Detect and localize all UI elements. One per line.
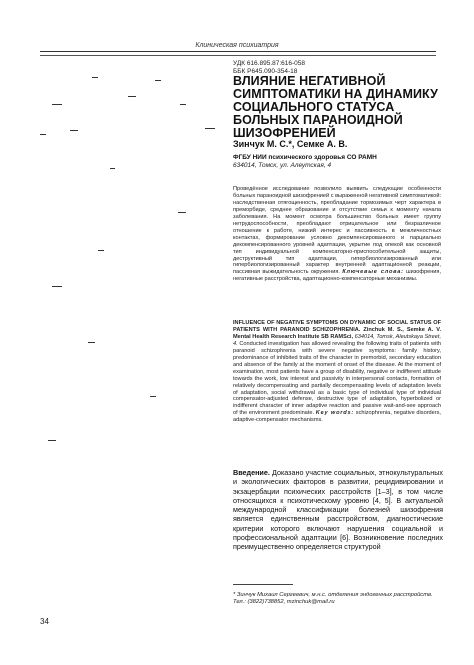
- author-footnote: * Зинчук Михаил Сергеевич, м.н.с. отделения эндогенных расстройств. Тел.: (3822)738852, mzinchuk@mail.ru: [233, 592, 433, 606]
- abstract-en-title: INFLUENCE OF NEGATIVE SYMPTOMS ON DYNAMIC OF SOCIAL STATUS OF PATIENTS WITH PARANOID SCHIZOPHRENIA.: [233, 320, 441, 333]
- abstract-en-address: 634014, Tomsk, Aleutskaya Street, 4.: [233, 333, 441, 347]
- abstract-ru-text: Проведённое исследование позволило выявить следующие особенности больных параноидной шизофренией с выраженной негативной симптоматикой: наследственная отягощенность, преобладание тормозимых черт характера в преморбиде, среднее образование и отсутствие семьи к моменту начала заболевания. На момент осмотра большинство больных имеет группу нетрудоспособности, преобладают отрицательное или безразличное отношение к работе, низкий интерес и пассивность в межличностных контактах, формирование условно декомпенсированного и парциально декомпенсированного уровней адаптации, укрытие под опекой как основной тип индивидуальной компенсаторно-приспособительной защиты, деструктивный тип адаптации, гипербиологизированный или гипербиологизированный характер внутренней адаптационной реакции, пассивная выжидательность окружения.: [233, 186, 441, 276]
- article-authors: Зинчук М. С.*, Семке А. В.: [233, 139, 348, 149]
- abstract-en-authors: Zinchuk M. S., Semke A. V. Mental Health Research Institute SB RAMSci,: [233, 326, 442, 340]
- abstract-en-text: Conducted investigation has allowed revealing the following traits of patients with paranoid schizophrenia with severe negative symptoms: family history, predominance of inhibited traits of the character in premorbid, secondary education and absence of the family at the moment of onset of the disease. At the moment of examination, most patients have a group of disability, negative or indifferent attitude towards the work, low interest and passivity in interpersonal contacts, formation of relatively decompensating and partially decompensating levels of adaptation levels of adaptation, social withdrawal as a basic type of individual type of individual compensator-adjusted defense, destructive type of adaptation, hyperbolized or indifferent character of inner adaptive reaction and passive wait-and-see approach of the environment predominate.: [233, 340, 442, 417]
- abstract-russian: [233, 186, 441, 283]
- bbk-code: ББК Р645.090-354-18: [233, 67, 298, 75]
- page-number: 34: [40, 617, 49, 626]
- classification-codes: [233, 60, 305, 75]
- abstract-ru-keywords-label: Ключевые слова:: [342, 269, 404, 276]
- introduction-text: Доказано участие социальных, этнокультуральных и экологических факторов в развитии, рецидивировании и экзацербации психических расстройств [1–3], в том числе относящихся к психотическому уровню [4, 5]. В актуальной международной классификации болезней шизофрения является единственным расстройством, диагностические критерии которого включают нарушения социальной и профессиональной адаптации [6]. Возникновение последних преимущественно определяется структурой: [233, 468, 444, 552]
- abstract-en-keywords: schizophrenia, negative disorders, adaptive-compensator mechanisms.: [233, 410, 441, 424]
- running-header: Клиническая психиатрия: [195, 42, 279, 49]
- abstract-ru-keywords: шизофрения, негативные расстройства, адаптационно-компенсаторные механизмы.: [233, 269, 442, 283]
- introduction-heading: Введение.: [233, 468, 270, 477]
- abstract-english: [233, 320, 441, 424]
- introduction-section: [233, 468, 443, 552]
- affiliation-address: 634014, Томск, ул. Алеутская, 4: [233, 162, 332, 169]
- article-title: ВЛИЯНИЕ НЕГАТИВНОЙ СИМПТОМАТИКИ НА ДИНАМИКУ СОЦИАЛЬНОГО СТАТУСА БОЛЬНЫХ ПАРАНОИДНОЙ ШИЗОФРЕНИЕЙ: [233, 74, 438, 140]
- udk-code: УДК 616.895.87:616-058: [233, 60, 306, 67]
- affiliation: ФГБУ НИИ психического здоровья СО РАМН: [233, 154, 377, 161]
- header-rule: [40, 51, 436, 52]
- abstract-en-keywords-label: Key words:: [315, 410, 355, 417]
- footnote-rule: [233, 584, 293, 585]
- header-rule-secondary: [40, 55, 436, 56]
